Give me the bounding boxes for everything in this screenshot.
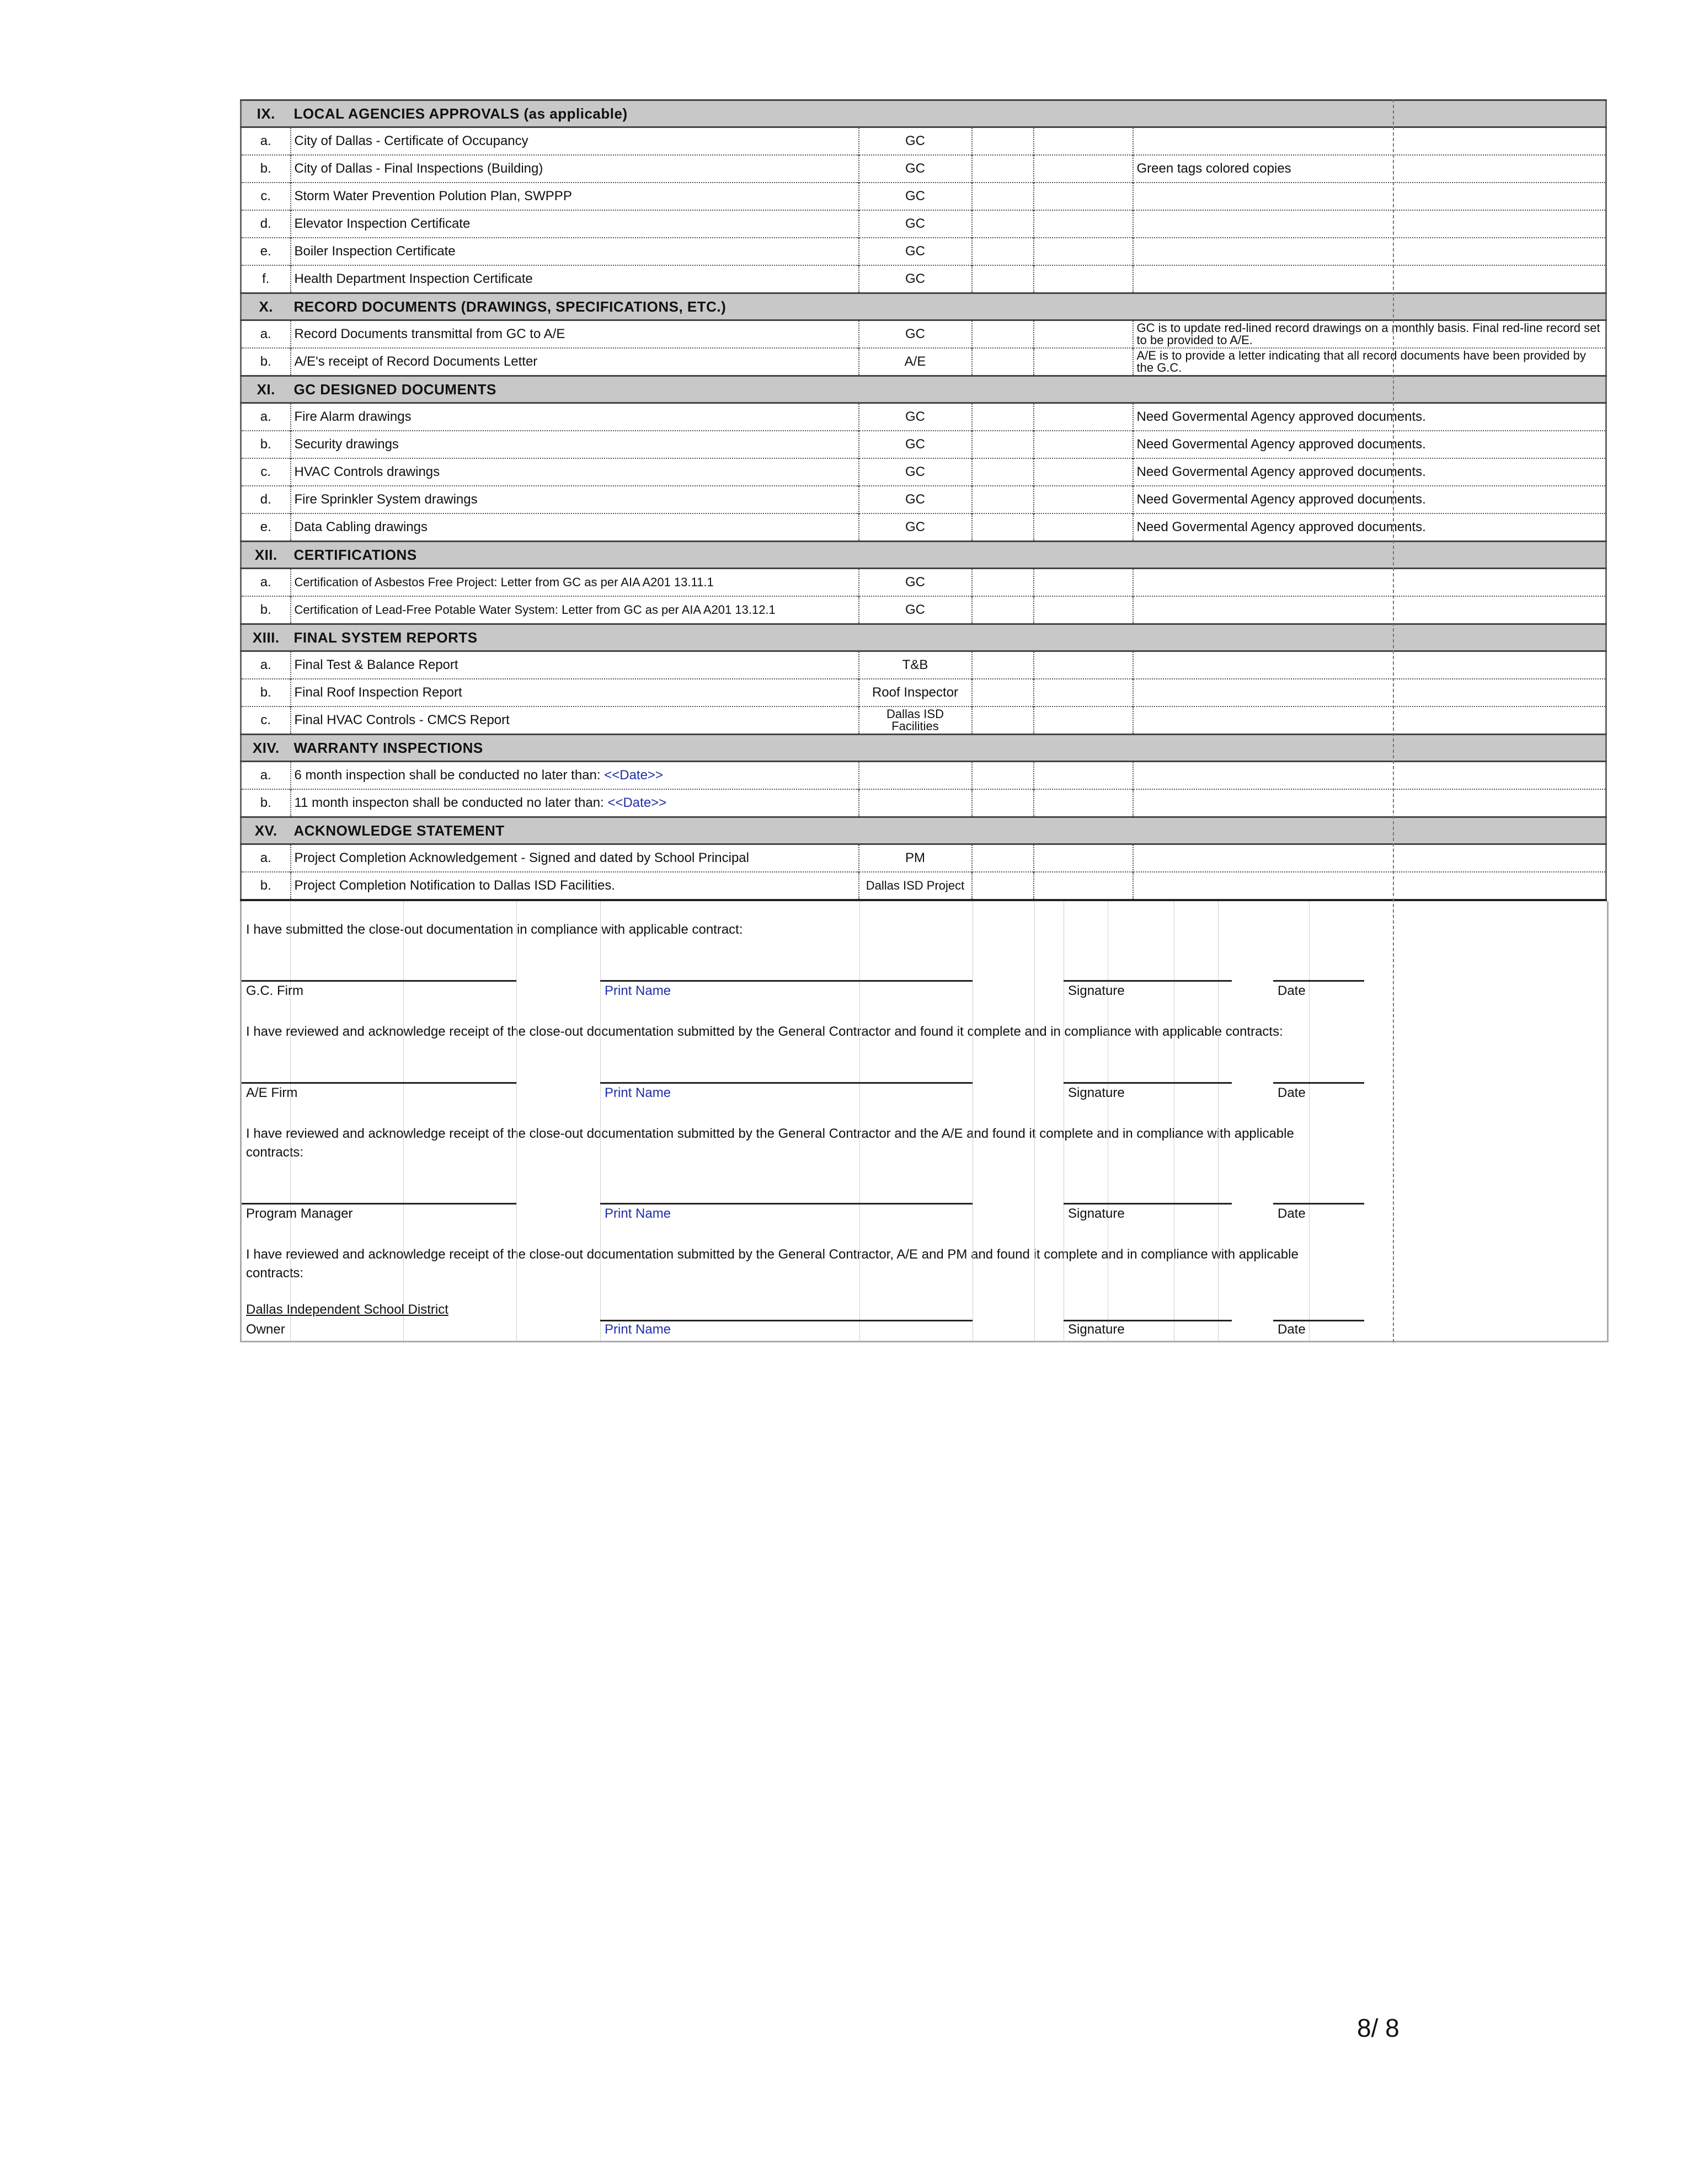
remarks-cell <box>1133 872 1606 900</box>
gc-firm-label: G.C. Firm <box>246 983 303 998</box>
checklist-row <box>241 844 1606 872</box>
owner-org-name: Dallas Independent School District <box>246 1302 448 1317</box>
date-cell[interactable] <box>1034 348 1133 376</box>
date-cell[interactable] <box>1034 431 1133 458</box>
item-description <box>291 513 859 542</box>
date-cell[interactable] <box>1034 183 1133 210</box>
responsible-party: T&B <box>859 651 972 679</box>
remarks-cell: Need Govermental Agency approved documents. <box>1133 458 1606 486</box>
item-letter: a. <box>241 569 291 597</box>
item-description-text: Elevator Inspection Certificate <box>294 216 471 231</box>
item-description-text: Final Roof Inspection Report <box>294 685 462 700</box>
date-cell[interactable] <box>1034 513 1133 542</box>
received-cell[interactable] <box>972 320 1034 349</box>
checklist-row <box>241 651 1606 679</box>
remarks-cell <box>1133 127 1606 156</box>
item-letter: a. <box>241 762 291 790</box>
item-description-text: City of Dallas - Certificate of Occupancy <box>294 133 528 148</box>
item-description-text: Boiler Inspection Certificate <box>294 244 456 259</box>
remarks-cell <box>1133 210 1606 238</box>
gc-date-field[interactable]: Date <box>1278 983 1306 998</box>
item-description-text: City of Dallas - Final Inspections (Building) <box>294 161 543 176</box>
received-cell[interactable] <box>972 651 1034 679</box>
responsible-party: GC <box>859 265 972 293</box>
checklist-row <box>241 238 1606 265</box>
responsible-party: GC <box>859 210 972 238</box>
date-cell[interactable] <box>1034 238 1133 265</box>
item-description <box>291 183 859 210</box>
item-description-text: Data Cabling drawings <box>294 520 428 534</box>
remarks-cell <box>1133 183 1606 210</box>
item-description-text: 6 month inspection shall be conducted no later than: <box>294 768 605 783</box>
ae-signature-field[interactable]: Signature <box>1068 1085 1125 1100</box>
pm-print-name-field[interactable]: Print Name <box>605 1206 671 1221</box>
section-header <box>241 624 1606 651</box>
responsible-party: PM <box>859 844 972 872</box>
item-letter: c. <box>241 458 291 486</box>
item-letter: a. <box>241 844 291 872</box>
responsible-party <box>859 789 972 817</box>
ae-signature-row <box>242 1079 1607 1105</box>
section-title: FINAL SYSTEM REPORTS <box>291 624 1606 651</box>
gc-signature-field[interactable]: Signature <box>1068 983 1125 998</box>
item-description <box>291 651 859 679</box>
responsible-party: GC <box>859 513 972 542</box>
checklist-row <box>241 596 1606 624</box>
section-header <box>241 817 1606 844</box>
date-cell[interactable] <box>1034 403 1133 431</box>
section-number: XII. <box>241 542 291 569</box>
remarks-cell: GC is to update red-lined record drawings on a monthly basis. Final red-line record set to be provided to A/E. <box>1133 320 1606 349</box>
owner-signature-field[interactable]: Signature <box>1068 1322 1125 1337</box>
section-header <box>241 100 1606 127</box>
section-header <box>241 735 1606 762</box>
section-number: IX. <box>241 100 291 127</box>
item-letter: c. <box>241 706 291 735</box>
item-description-text: Security drawings <box>294 437 399 452</box>
section-header <box>241 542 1606 569</box>
item-letter: c. <box>241 183 291 210</box>
section-title: LOCAL AGENCIES APPROVALS (as applicable) <box>291 100 1606 127</box>
responsible-party: GC <box>859 127 972 156</box>
remarks-cell <box>1133 679 1606 706</box>
owner-date-field[interactable]: Date <box>1278 1322 1306 1337</box>
date-cell[interactable] <box>1034 679 1133 706</box>
remarks-cell: Need Govermental Agency approved documents. <box>1133 403 1606 431</box>
item-letter: b. <box>241 679 291 706</box>
pm-statement: I have reviewed and acknowledge receipt of the close-out documentation submitted by the General Contractor and the A/E and found it complete and in compliance with applicable contracts: <box>246 1126 1294 1160</box>
item-letter: e. <box>241 238 291 265</box>
item-description <box>291 320 859 349</box>
ae-statement: I have reviewed and acknowledge receipt of the close-out documentation submitted by the General Contractor and found it complete and in compliance with applicable contracts: <box>246 1024 1283 1039</box>
responsible-party: GC <box>859 403 972 431</box>
date-cell[interactable] <box>1034 706 1133 735</box>
remarks-cell: Need Govermental Agency approved documents. <box>1133 513 1606 542</box>
item-letter: b. <box>241 348 291 376</box>
section-title: WARRANTY INSPECTIONS <box>291 735 1606 762</box>
checklist-row <box>241 513 1606 542</box>
ae-date-field[interactable]: Date <box>1278 1085 1306 1100</box>
item-description <box>291 265 859 293</box>
responsible-party: GC <box>859 238 972 265</box>
item-description <box>291 486 859 513</box>
section-header <box>241 376 1606 403</box>
checklist-row <box>241 486 1606 513</box>
received-cell[interactable] <box>972 210 1034 238</box>
remarks-cell: Need Govermental Agency approved documents. <box>1133 486 1606 513</box>
date-cell[interactable] <box>1034 569 1133 597</box>
remarks-cell <box>1133 265 1606 293</box>
item-letter: f. <box>241 265 291 293</box>
responsible-party: Dallas ISD Facilities <box>859 706 972 735</box>
received-cell[interactable] <box>972 789 1034 817</box>
received-cell[interactable] <box>972 706 1034 735</box>
section-title: GC DESIGNED DOCUMENTS <box>291 376 1606 403</box>
gc-signature-row <box>242 977 1607 1003</box>
received-cell[interactable] <box>972 183 1034 210</box>
checklist-table <box>240 99 1607 901</box>
received-cell[interactable] <box>972 844 1034 872</box>
received-cell[interactable] <box>972 431 1034 458</box>
received-cell[interactable] <box>972 265 1034 293</box>
remarks-cell <box>1133 789 1606 817</box>
item-description-text: Final Test & Balance Report <box>294 657 458 672</box>
date-cell[interactable] <box>1034 596 1133 624</box>
item-letter: b. <box>241 155 291 183</box>
pm-date-field[interactable]: Date <box>1278 1206 1306 1221</box>
item-description-text: Certification of Asbestos Free Project: Letter from GC as per AIA A201 13.11.1 <box>294 575 714 589</box>
owner-label: Owner <box>246 1322 285 1337</box>
received-cell[interactable] <box>972 403 1034 431</box>
remarks-cell <box>1133 569 1606 597</box>
responsible-party: GC <box>859 183 972 210</box>
checklist-row <box>241 679 1606 706</box>
received-cell[interactable] <box>972 762 1034 790</box>
section-title: CERTIFICATIONS <box>291 542 1606 569</box>
item-description-text: Fire Sprinkler System drawings <box>294 492 478 507</box>
closeout-checklist-sheet <box>240 99 1605 1342</box>
responsible-party <box>859 762 972 790</box>
remarks-cell <box>1133 706 1606 735</box>
remarks-cell <box>1133 651 1606 679</box>
responsible-party: A/E <box>859 348 972 376</box>
received-cell[interactable] <box>972 679 1034 706</box>
remarks-cell: A/E is to provide a letter indicating that all record documents have been provided by the G.C. <box>1133 348 1606 376</box>
date-cell[interactable] <box>1034 844 1133 872</box>
date-cell[interactable] <box>1034 458 1133 486</box>
checklist-row <box>241 762 1606 790</box>
item-description-text: Record Documents transmittal from GC to A/E <box>294 326 565 341</box>
item-description-text: Storm Water Prevention Polution Plan, SWPPP <box>294 189 572 204</box>
received-cell[interactable] <box>972 872 1034 900</box>
checklist-row <box>241 155 1606 183</box>
item-description <box>291 569 859 597</box>
item-description <box>291 210 859 238</box>
item-description <box>291 458 859 486</box>
section-number: XI. <box>241 376 291 403</box>
item-description <box>291 348 859 376</box>
item-description <box>291 127 859 156</box>
checklist-row <box>241 348 1606 376</box>
checklist-row <box>241 265 1606 293</box>
checklist-row <box>241 431 1606 458</box>
item-letter: e. <box>241 513 291 542</box>
ae-firm-label: A/E Firm <box>246 1085 298 1100</box>
date-placeholder[interactable]: <<Date>> <box>607 795 667 810</box>
item-description-text: Project Completion Notification to Dallas ISD Facilities. <box>294 878 616 893</box>
checklist-row <box>241 403 1606 431</box>
item-description-text: Certification of Lead-Free Potable Water System: Letter from GC as per AIA A201 13.12.1 <box>294 603 776 617</box>
item-letter: a. <box>241 320 291 349</box>
section-number: XIV. <box>241 735 291 762</box>
checklist-row <box>241 872 1606 900</box>
item-description <box>291 789 859 817</box>
received-cell[interactable] <box>972 155 1034 183</box>
remarks-cell <box>1133 596 1606 624</box>
responsible-party: GC <box>859 486 972 513</box>
item-description <box>291 403 859 431</box>
item-letter: b. <box>241 596 291 624</box>
item-letter: d. <box>241 486 291 513</box>
page-number: 8/ 8 <box>1357 2014 1399 2042</box>
item-letter: b. <box>241 789 291 817</box>
date-placeholder[interactable]: <<Date>> <box>604 768 663 783</box>
checklist-row <box>241 458 1606 486</box>
responsible-party: GC <box>859 458 972 486</box>
section-title: ACKNOWLEDGE STATEMENT <box>291 817 1606 844</box>
responsible-party: Dallas ISD Project <box>859 872 972 900</box>
responsible-party: GC <box>859 431 972 458</box>
responsible-party: GC <box>859 155 972 183</box>
received-cell[interactable] <box>972 238 1034 265</box>
owner-print-name-field[interactable]: Print Name <box>605 1322 671 1337</box>
item-description <box>291 706 859 735</box>
item-description-text: 11 month inspecton shall be conducted no later than: <box>294 795 608 810</box>
date-cell[interactable] <box>1034 127 1133 156</box>
remarks-cell <box>1133 238 1606 265</box>
checklist-row <box>241 183 1606 210</box>
item-description <box>291 238 859 265</box>
item-description-text: Final HVAC Controls - CMCS Report <box>294 713 510 727</box>
date-cell[interactable] <box>1034 789 1133 817</box>
checklist-row <box>241 320 1606 349</box>
received-cell[interactable] <box>972 127 1034 156</box>
section-title: RECORD DOCUMENTS (DRAWINGS, SPECIFICATIONS, ETC.) <box>291 293 1606 320</box>
remarks-cell: Green tags colored copies <box>1133 155 1606 183</box>
date-cell[interactable] <box>1034 651 1133 679</box>
responsible-party: GC <box>859 320 972 349</box>
item-letter: d. <box>241 210 291 238</box>
gc-statement: I have submitted the close-out documentation in compliance with applicable contract: <box>246 922 743 937</box>
item-description <box>291 762 859 790</box>
received-cell[interactable] <box>972 348 1034 376</box>
pm-label: Program Manager <box>246 1206 353 1221</box>
date-cell[interactable] <box>1034 872 1133 900</box>
date-cell[interactable] <box>1034 265 1133 293</box>
item-description-text: HVAC Controls drawings <box>294 464 440 479</box>
received-cell[interactable] <box>972 458 1034 486</box>
item-description <box>291 155 859 183</box>
responsible-party: GC <box>859 569 972 597</box>
date-cell[interactable] <box>1034 210 1133 238</box>
remarks-cell <box>1133 762 1606 790</box>
checklist-row <box>241 569 1606 597</box>
pm-signature-field[interactable]: Signature <box>1068 1206 1125 1221</box>
remarks-cell <box>1133 844 1606 872</box>
responsible-party: GC <box>859 596 972 624</box>
signoff-area <box>240 901 1609 1342</box>
received-cell[interactable] <box>972 513 1034 542</box>
date-cell[interactable] <box>1034 155 1133 183</box>
date-cell[interactable] <box>1034 762 1133 790</box>
checklist-row <box>241 789 1606 817</box>
gc-print-name-field[interactable]: Print Name <box>605 983 671 998</box>
date-cell[interactable] <box>1034 486 1133 513</box>
section-header <box>241 293 1606 320</box>
item-description <box>291 679 859 706</box>
received-cell[interactable] <box>972 569 1034 597</box>
checklist-row <box>241 127 1606 156</box>
item-description-text: Fire Alarm drawings <box>294 409 412 424</box>
item-letter: a. <box>241 127 291 156</box>
item-letter: a. <box>241 651 291 679</box>
item-description <box>291 431 859 458</box>
item-letter: b. <box>241 431 291 458</box>
item-description-text: A/E's receipt of Record Documents Letter <box>294 354 538 369</box>
item-letter: a. <box>241 403 291 431</box>
owner-statement: I have reviewed and acknowledge receipt of the close-out documentation submitted by the General Contractor, A/E and PM and found it complete and in compliance with applicable contracts: <box>246 1247 1299 1281</box>
received-cell[interactable] <box>972 486 1034 513</box>
section-number: XV. <box>241 817 291 844</box>
section-number: XIII. <box>241 624 291 651</box>
item-description <box>291 596 859 624</box>
checklist-row <box>241 706 1606 735</box>
item-description <box>291 844 859 872</box>
section-number: X. <box>241 293 291 320</box>
item-description-text: Project Completion Acknowledgement - Signed and dated by School Principal <box>294 850 749 865</box>
item-letter: b. <box>241 872 291 900</box>
page-break-line <box>1393 99 1394 1342</box>
responsible-party: Roof Inspector <box>859 679 972 706</box>
owner-signature-row <box>242 1319 1607 1341</box>
pm-signature-row <box>242 1200 1607 1226</box>
remarks-cell: Need Govermental Agency approved documents. <box>1133 431 1606 458</box>
item-description-text: Health Department Inspection Certificate <box>294 271 533 286</box>
received-cell[interactable] <box>972 596 1034 624</box>
item-description <box>291 872 859 900</box>
date-cell[interactable] <box>1034 320 1133 349</box>
checklist-row <box>241 210 1606 238</box>
ae-print-name-field[interactable]: Print Name <box>605 1085 671 1100</box>
